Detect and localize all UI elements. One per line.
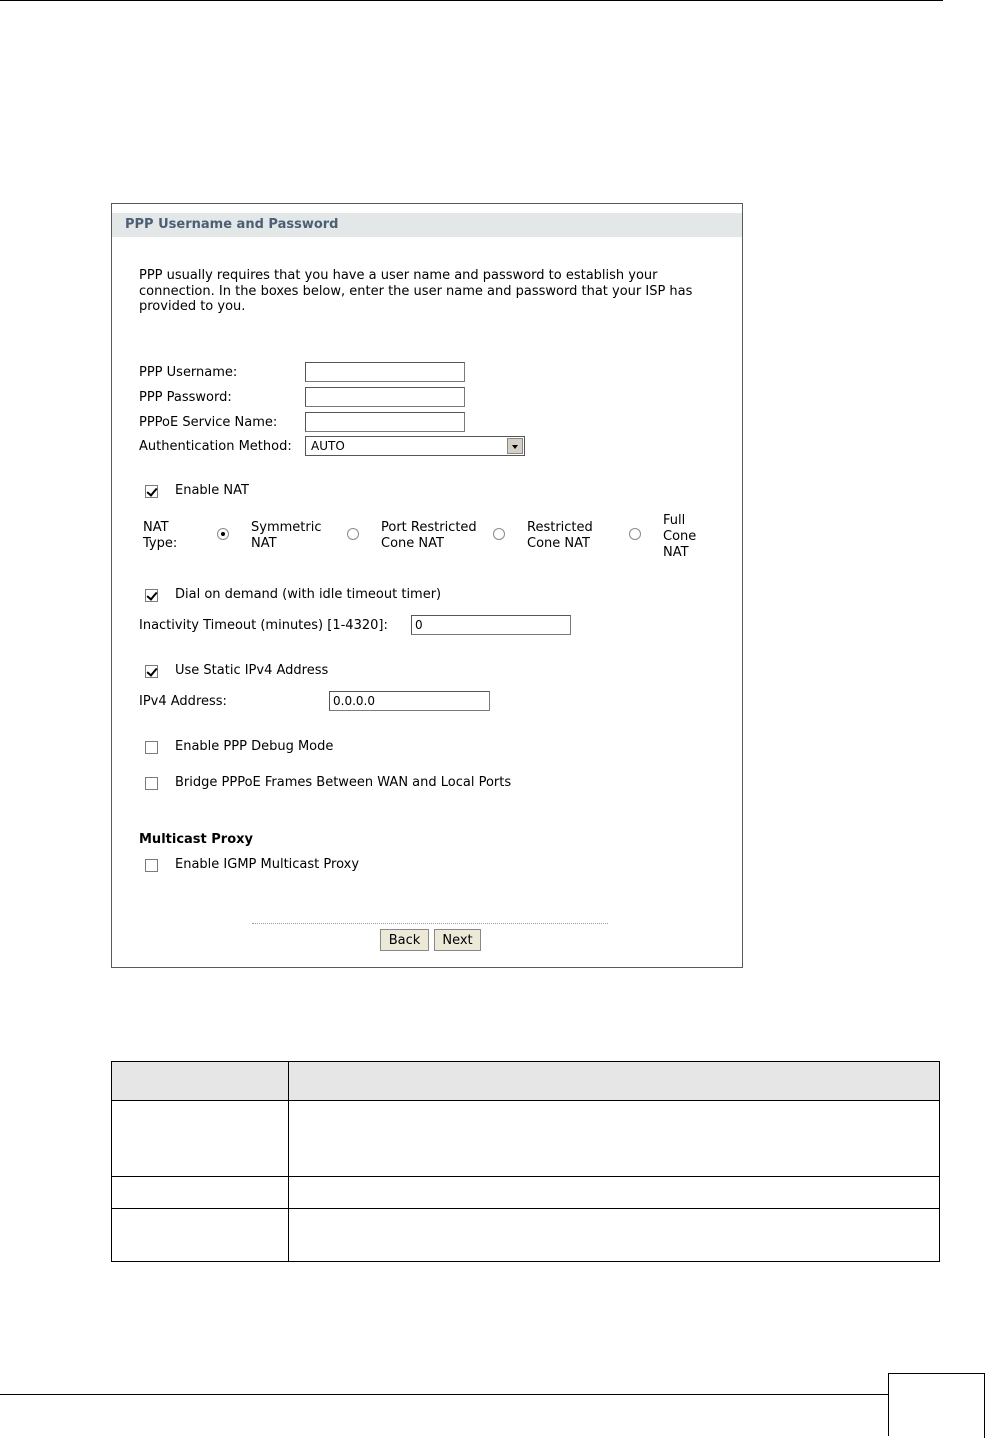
nat-restricted-radio[interactable] xyxy=(493,528,505,540)
intro-text: PPP usually requires that you have a user name and password to establish your connection. In the boxes below, enter the user name and password that your ISP has provided to you. xyxy=(139,268,693,314)
debug-mode-label: Enable PPP Debug Mode xyxy=(175,739,334,754)
nat-port-restricted-label: Port Restricted Cone NAT xyxy=(381,520,477,551)
next-button[interactable]: Next xyxy=(434,929,481,951)
ppp-settings-panel xyxy=(111,203,743,968)
enable-nat-label: Enable NAT xyxy=(175,483,249,498)
table-cell xyxy=(289,1101,940,1177)
static-ip-label: Use Static IPv4 Address xyxy=(175,663,329,678)
description-table xyxy=(111,1061,940,1262)
ipv4-address-label: IPv4 Address: xyxy=(139,694,227,709)
dial-on-demand-checkbox[interactable] xyxy=(145,589,158,602)
nat-full-cone-radio[interactable] xyxy=(629,528,641,540)
header-rule xyxy=(0,0,943,1)
page-number-box xyxy=(888,1373,985,1436)
table-cell xyxy=(112,1209,289,1262)
table-row xyxy=(112,1209,940,1262)
enable-nat-checkbox[interactable] xyxy=(145,485,158,498)
panel-title: PPP Username and Password xyxy=(112,213,742,237)
username-input[interactable] xyxy=(305,362,465,382)
ipv4-address-input[interactable] xyxy=(329,691,490,711)
service-name-input[interactable] xyxy=(305,412,465,432)
nat-port-restricted-radio[interactable] xyxy=(347,528,359,540)
bridge-pppoe-checkbox[interactable] xyxy=(145,777,158,790)
inactivity-timeout-label: Inactivity Timeout (minutes) [1-4320]: xyxy=(139,618,388,633)
nat-restricted-label: Restricted Cone NAT xyxy=(527,520,593,551)
auth-method-label: Authentication Method: xyxy=(139,439,292,454)
nat-full-cone-label: Full Cone NAT xyxy=(663,513,697,560)
username-label: PPP Username: xyxy=(139,365,238,380)
table-cell xyxy=(112,1177,289,1209)
igmp-proxy-checkbox[interactable] xyxy=(145,859,158,872)
table-row xyxy=(112,1101,940,1177)
table-cell xyxy=(112,1101,289,1177)
bridge-pppoe-label: Bridge PPPoE Frames Between WAN and Local Ports xyxy=(175,775,512,790)
nat-symmetric-label: Symmetric NAT xyxy=(251,520,322,551)
table-header-row xyxy=(112,1062,940,1101)
table-header-cell xyxy=(289,1062,940,1101)
multicast-section-title: Multicast Proxy xyxy=(139,832,254,847)
table-header-cell xyxy=(112,1062,289,1101)
service-name-label: PPPoE Service Name: xyxy=(139,415,278,430)
footer-rule xyxy=(0,1394,888,1395)
static-ip-checkbox[interactable] xyxy=(145,665,158,678)
table-row xyxy=(112,1177,940,1209)
auth-method-value: AUTO xyxy=(311,439,345,453)
nat-type-label: NAT Type: xyxy=(143,520,178,551)
debug-mode-checkbox[interactable] xyxy=(145,741,158,754)
table-cell xyxy=(289,1177,940,1209)
table-cell xyxy=(289,1209,940,1262)
page-number-box-edge xyxy=(984,1373,985,1438)
inactivity-timeout-input[interactable] xyxy=(411,615,571,635)
password-label: PPP Password: xyxy=(139,390,232,405)
nat-symmetric-radio[interactable] xyxy=(217,528,229,540)
dial-on-demand-label: Dial on demand (with idle timeout timer) xyxy=(175,587,442,602)
button-divider xyxy=(252,923,608,924)
chevron-down-icon[interactable] xyxy=(507,438,523,454)
back-button[interactable]: Back xyxy=(380,929,429,951)
auth-method-select[interactable] xyxy=(305,436,525,456)
password-input[interactable] xyxy=(305,387,465,407)
igmp-proxy-label: Enable IGMP Multicast Proxy xyxy=(175,857,360,872)
